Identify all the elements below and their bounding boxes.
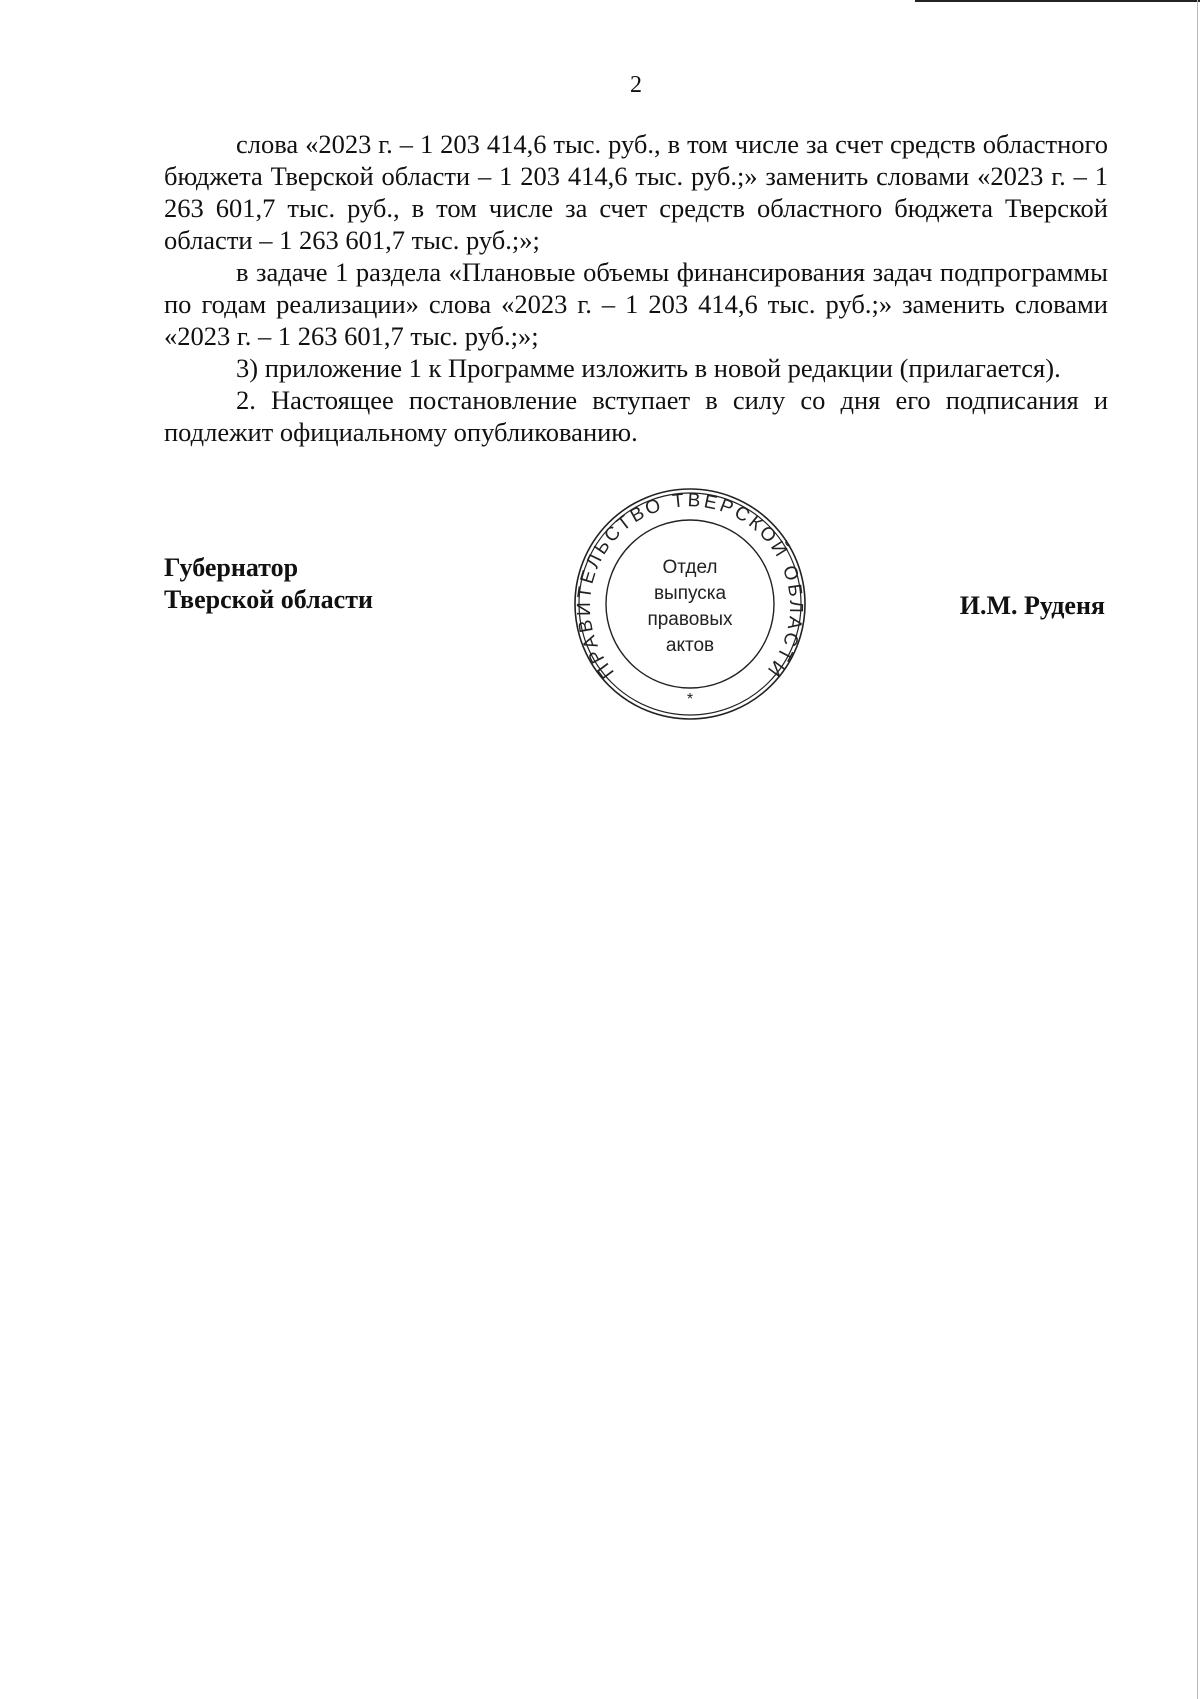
paragraph-budget-amendment: слова «2023 г. – 1 203 414,6 тыс. руб., в том числе за счет средств областного бюджета Тверской области – 1 203 414,6 тыс. руб.;» заменить словами «2023 г. – 1 263 601,7 тыс. руб., в том числе за счет средств областного бюджета Тверской области – 1 263 601,7 тыс. руб.;»; [164,129,1108,255]
paragraph-appendix: 3) приложение 1 к Программе изложить в новой редакции (прилагается). [236,353,1061,383]
paragraph-effective-date: 2. Настоящее постановление вступает в силу со дня его подписания и подлежит официальному опубликованию. [164,385,1108,447]
stamp-ring-text: ПРАВИТЕЛЬСТВО ТВЕРСКОЙ ОБЛАСТИ [573,490,807,683]
stamp-center-line2: выпуска [653,583,727,604]
stamp-star: * [686,691,694,708]
top-edge-rule [915,0,1200,2]
signer-title-line2: Тверской области [164,585,373,614]
stamp-center-line4: актов [665,635,715,656]
signer-title [164,552,373,616]
signer-name: И.М. Руденя [959,591,1105,620]
stamp-center-line1: Отдел [662,557,718,578]
document-body [164,128,1108,448]
right-edge-line [1197,0,1198,1699]
paragraph-task-amendment: в задаче 1 раздела «Плановые объемы финансирования задач подпрограммы по годам реализации» слова «2023 г. – 1 203 414,6 тыс. руб.;» заменить словами «2023 г. – 1 263 601,7 тыс. руб.;»; [164,257,1108,351]
official-stamp [573,487,807,721]
stamp-center-line3: правовых [647,609,733,630]
signer-title-line1: Губернатор [164,553,299,582]
stamp-center-text [613,555,767,659]
page-number: 2 [630,72,642,98]
